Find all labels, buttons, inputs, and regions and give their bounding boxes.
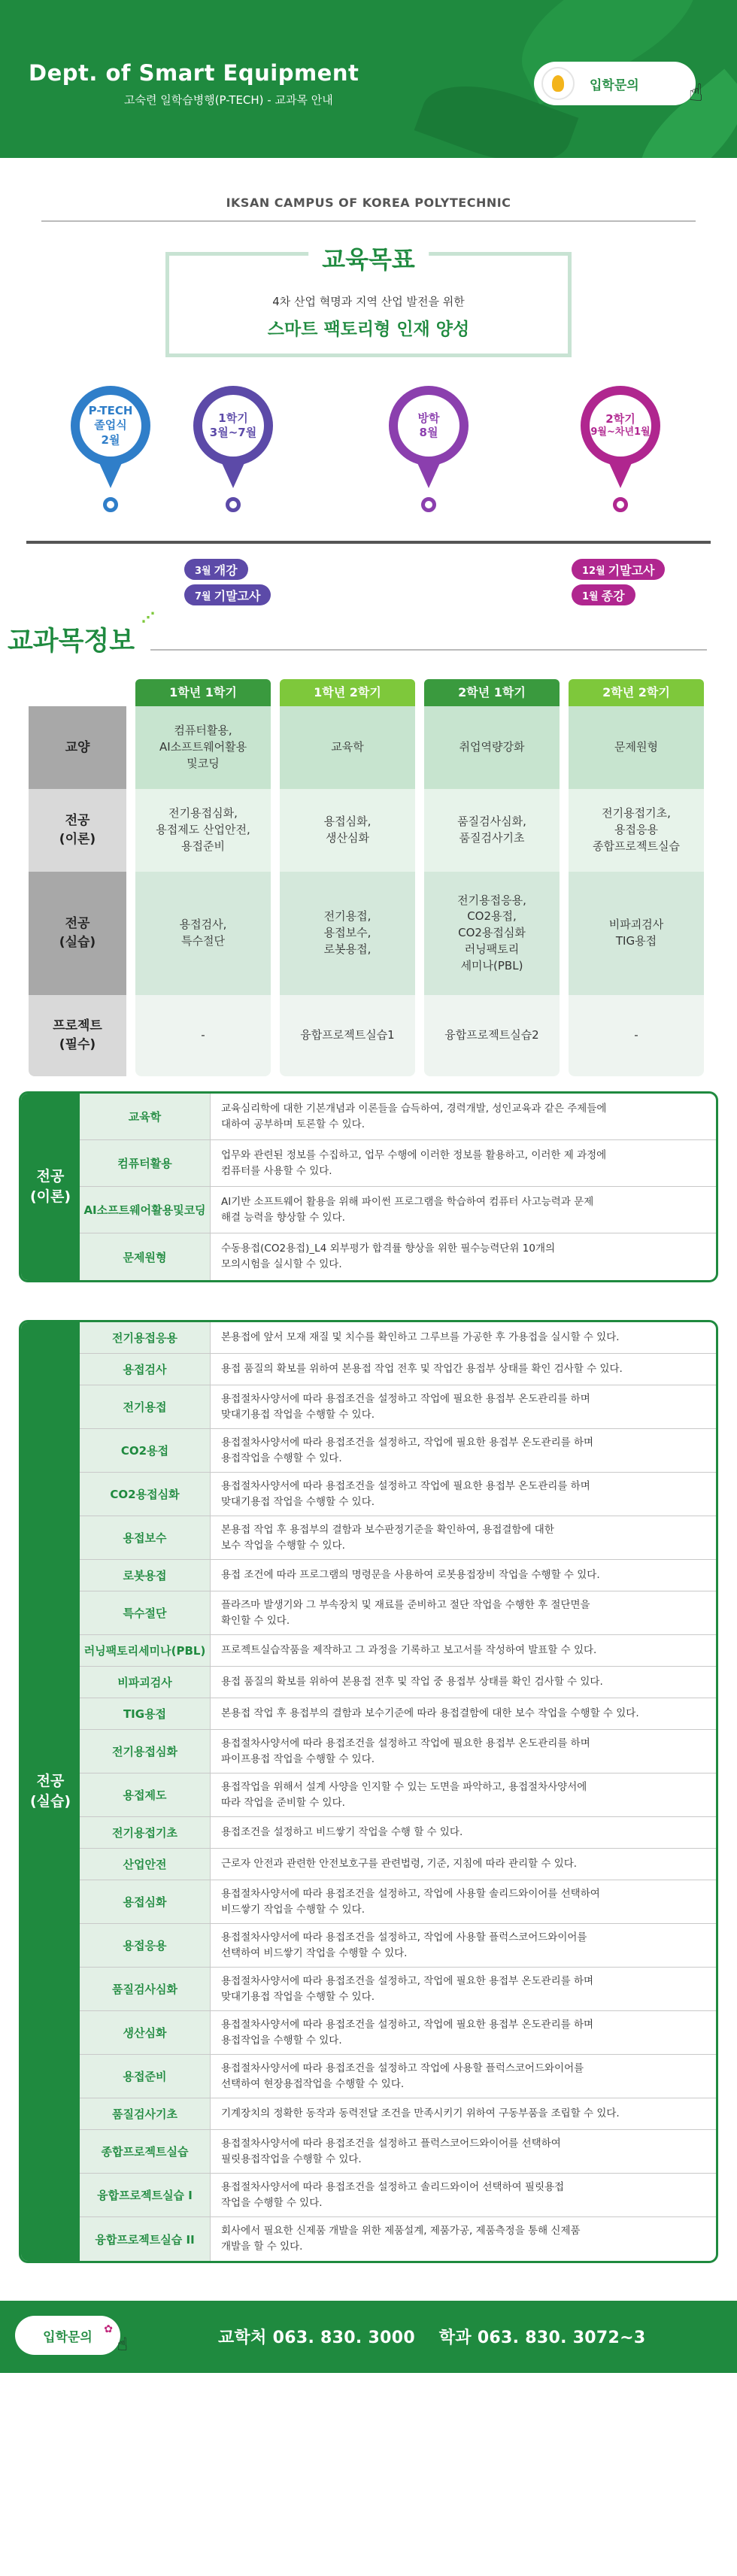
course-row — [80, 1187, 716, 1233]
timeline-pin-vacation — [386, 386, 472, 512]
timeline-pin-semester-2 — [578, 386, 663, 512]
course-description: 용접절차사양서에 따라 용접조건을 설정하고 솔리드와이어 선택하여 필릿용접 작업을 수행할 수 있다. — [221, 2180, 565, 2209]
goal-line-1: 4차 산업 혁명과 지역 산업 발전을 위한 — [272, 295, 465, 308]
pin-label: 졸업식 — [94, 418, 127, 432]
course-row — [80, 1880, 716, 1924]
course-description: 용접절차사양서에 따라 용접조건을 설정하고, 작업에 사용할 솔리드와이어를 선택하여 비드쌓기 작업을 수행할 수 있다. — [221, 1887, 600, 1916]
pin-label: 1학기 — [218, 411, 248, 425]
course-row — [80, 1429, 716, 1473]
course-name: TIG용접 — [80, 1698, 211, 1729]
course-description: 용접절차사양서에 따라 용접조건을 설정하고, 작업에 필요한 용접부 온도관리를 하며 맞대기용접 작업을 수행할 수 있다. — [221, 1974, 594, 2003]
curriculum-cell: 전기용접심화, 용접제도 산업안전, 용접준비 — [135, 789, 271, 872]
course-description: 본용접 작업 후 용접부의 결함과 보수판정기준을 확인하여, 용접결함에 대한 보수 작업을 수행할 수 있다. — [221, 1523, 554, 1552]
course-name: 전기용접심화 — [80, 1730, 211, 1773]
pin-label: 2월 — [101, 432, 120, 447]
course-description: 본용접 작업 후 용접부의 결함과 보수기준에 따라 용접결함에 대한 보수 작업을 수행할 수 있다. — [221, 1707, 639, 1720]
course-name: 산업안전 — [80, 1849, 211, 1880]
pointer-hand-icon: ☝ — [688, 78, 703, 107]
pin-label: 방학 — [417, 411, 440, 425]
pin-label: 8월 — [419, 426, 438, 439]
course-description: AI기반 소프트웨어 활용을 위해 파이썬 프로그램을 학습하여 컴퓨터 사고능력과 문제 해결 능력을 향상할 수 있다. — [221, 1195, 594, 1224]
curriculum-cell: 전기용접기초, 용접응용 종합프로젝트실습 — [569, 789, 704, 872]
course-name: 용접응용 — [80, 1924, 211, 1967]
column-header: 2학년 2학기 — [569, 679, 704, 706]
course-name: 용접보수 — [80, 1516, 211, 1559]
schedule-tag: 1월 종강 — [572, 584, 635, 605]
course-name: 품질검사심화 — [80, 1968, 211, 2010]
course-name: 로봇용접 — [80, 1560, 211, 1591]
course-row — [80, 1385, 716, 1429]
course-description: 용접 조건에 따라 프로그램의 명령문을 사용하여 로봇용접장비 작업을 수행할 수 있다. — [221, 1569, 600, 1582]
course-description: 용접절차사양서에 따라 용접조건을 설정하고 플럭스코어드와이어를 선택하여 필릿용접작업을 수행할 수 있다. — [221, 2137, 561, 2165]
course-row — [80, 1698, 716, 1730]
course-description: 교육심리학에 대한 기본개념과 이론들을 습득하여, 경력개발, 성인교육과 같은 주제들에 대하여 공부하며 토론할 수 있다. — [221, 1102, 607, 1130]
timeline-dot — [421, 497, 436, 512]
education-goal-box — [165, 245, 572, 357]
course-name: CO2용접 — [80, 1429, 211, 1472]
course-row — [80, 1924, 716, 1968]
campus-name: IKSAN CAMPUS OF KOREA POLYTECHNIC — [226, 196, 511, 210]
course-description: 플라즈마 발생기와 그 부속장치 및 재료를 준비하고 절단 작업을 수행한 후 절단면을 확인할 수 있다. — [221, 1598, 590, 1627]
course-name: 비파괴검사 — [80, 1667, 211, 1698]
course-row — [80, 1094, 716, 1140]
column-header: 1학년 1학기 — [135, 679, 271, 706]
course-row — [80, 1233, 716, 1280]
timeline-pin-semester-1 — [190, 386, 276, 512]
course-row — [80, 1560, 716, 1591]
course-description: 수동용접(CO2용접)_L4 외부평가 합격률 향상을 위한 필수능력단위 10개의 모의시험을 실시할 수 있다. — [221, 1242, 556, 1270]
curriculum-cell: 융합프로젝트실습2 — [424, 995, 560, 1076]
curriculum-cell: 문제원형 — [569, 706, 704, 789]
course-name: 전기용접응용 — [80, 1322, 211, 1353]
course-row — [80, 1591, 716, 1635]
row-header: 프로젝트 (필수) — [29, 995, 126, 1076]
curriculum-cell: 교육학 — [280, 706, 415, 789]
practice-course-table — [19, 1320, 718, 2263]
course-name: 러닝팩토리세미나(PBL) — [80, 1635, 211, 1666]
curriculum-cell: 컴퓨터활용, AI소프트웨어활용 및코딩 — [135, 706, 271, 789]
schedule-tag: 3월 개강 — [184, 559, 248, 580]
curriculum-cell: - — [135, 995, 271, 1076]
goal-line-2: 스마트 팩토리형 인재 양성 — [267, 320, 470, 339]
course-name: 컴퓨터활용 — [80, 1140, 211, 1186]
schedule-tag: 12월 기말고사 — [572, 559, 665, 580]
pointer-hand-icon: ☝ — [117, 2334, 128, 2355]
pin-label: P-TECH — [88, 403, 133, 417]
enroll-inquiry-button[interactable] — [534, 62, 703, 107]
pin-label: 2학기 — [605, 411, 635, 426]
course-row — [80, 1473, 716, 1516]
timeline-dot — [103, 497, 118, 512]
curriculum-cell: - — [569, 995, 704, 1076]
goal-title: 교육목표 — [308, 241, 429, 275]
enroll-inquiry-label: 입학문의 — [590, 77, 639, 93]
course-row — [80, 2098, 716, 2130]
timeline-dot — [226, 497, 241, 512]
flower-icon: ✿ — [104, 2323, 113, 2335]
course-name: 교육학 — [80, 1094, 211, 1139]
curriculum-section-heading — [0, 610, 737, 666]
curriculum-cell: 융합프로젝트실습1 — [280, 995, 415, 1076]
department-title: Dept. of Smart Equipment — [29, 60, 359, 86]
timeline-bar — [26, 541, 711, 544]
course-row — [80, 1730, 716, 1773]
course-description: 용접 품질의 확보를 위하여 본용접 전후 및 작업 중 용접부 상태를 확인 검사할 수 있다. — [221, 1676, 603, 1689]
curriculum-cell: 품질검사심화, 품질검사기초 — [424, 789, 560, 872]
course-name: 전기용접 — [80, 1385, 211, 1428]
course-description: 용접절차사양서에 따라 용접조건을 설정하고, 작업에 사용할 플럭스코어드와이어를 선택하여 비드쌓기 작업을 수행할 수 있다. — [221, 1931, 587, 1959]
department-subtitle: 고숙련 일학습병행(P-TECH) - 교과목 안내 — [124, 93, 333, 107]
course-description: 프로젝트실습작품을 제작하고 그 과정을 기록하고 보고서를 작성하여 발표할 수 있다. — [221, 1644, 597, 1657]
course-description: 용접절차사양서에 따라 용접조건을 설정하고 작업에 사용할 플럭스코어드와이어를 선택하여 현장용접작업을 수행할 수 있다. — [221, 2062, 584, 2090]
divider — [150, 649, 707, 651]
course-row — [80, 2011, 716, 2055]
course-description: 기계장치의 정확한 동작과 동력전달 조건을 만족시키기 위하여 구동부품을 조립할 수 있다. — [221, 2107, 620, 2120]
divider — [41, 220, 696, 222]
course-row — [80, 1667, 716, 1698]
course-row — [80, 1968, 716, 2011]
course-row — [80, 1773, 716, 1817]
course-row — [80, 1322, 716, 1354]
row-header: 전공 (실습) — [29, 872, 126, 995]
course-row — [80, 2174, 716, 2217]
course-row — [80, 2055, 716, 2098]
curriculum-cell: 용접검사, 특수절단 — [135, 872, 271, 995]
course-row — [80, 1849, 716, 1880]
course-name: 생산심화 — [80, 2011, 211, 2054]
course-name: 융합프로젝트실습 II — [80, 2217, 211, 2261]
curriculum-cell: 용접심화, 생산심화 — [280, 789, 415, 872]
header-banner — [0, 0, 737, 158]
course-name: CO2용접심화 — [80, 1473, 211, 1516]
row-header: 전공 (이론) — [29, 789, 126, 872]
table-category-label: 전공 (이론) — [21, 1094, 80, 1280]
footer-bar — [0, 2301, 737, 2373]
timeline-dot — [613, 497, 628, 512]
course-row — [80, 2217, 716, 2261]
course-name: 용접검사 — [80, 1354, 211, 1385]
schedule-tag: 7월 기말고사 — [184, 584, 271, 605]
pin-label: 9월~차년1월 — [590, 426, 651, 438]
course-name: 용접준비 — [80, 2055, 211, 2098]
table-category-label: 전공 (실습) — [21, 1322, 80, 2261]
course-name: 용접제도 — [80, 1773, 211, 1816]
course-description: 용접절차사양서에 따라 용접조건을 설정하고, 작업에 필요한 용접부 온도관리를 하며 용접작업을 수행할 수 있다. — [221, 1436, 594, 1464]
academic-timeline — [0, 372, 737, 605]
course-name: 특수절단 — [80, 1591, 211, 1634]
course-row — [80, 1354, 716, 1385]
course-row — [80, 2130, 716, 2174]
curriculum-cell: 전기용접, 용접보수, 로봇용접, — [280, 872, 415, 995]
course-description: 용접작업을 위해서 설계 사양을 인지할 수 있는 도면을 파악하고, 용접절차사양서에 따라 작업을 준비할 수 있다. — [221, 1780, 587, 1809]
section-title: 교과목정보 — [8, 627, 135, 657]
course-name: 용접심화 — [80, 1880, 211, 1923]
course-description: 용접절차사양서에 따라 용접조건을 설정하고 작업에 필요한 용접부 온도관리를 하며 맞대기용접 작업을 수행할 수 있다. — [221, 1479, 590, 1508]
course-row — [80, 1140, 716, 1187]
curriculum-cell: 전기용접응용, CO2용접, CO2용접심화 러닝팩토리 세미나(PBL) — [424, 872, 560, 995]
contact-phone-numbers: 교학처 063. 830. 3000 학과 063. 830. 3072~3 — [218, 2329, 646, 2347]
course-name: AI소프트웨어활용및코딩 — [80, 1187, 211, 1233]
theory-course-table — [19, 1091, 718, 1282]
spark-icon: ⋰ — [141, 610, 155, 626]
course-description: 용접절차사양서에 따라 용접조건을 설정하고 작업에 필요한 용접부 온도관리를 하며 파이프용접 작업을 수행할 수 있다. — [221, 1737, 590, 1765]
footer-enroll-inquiry-button[interactable] — [15, 2316, 128, 2355]
column-header: 1학년 2학기 — [280, 679, 415, 706]
course-description: 용접조건을 설정하고 비드쌓기 작업을 수행 할 수 있다. — [221, 1826, 463, 1839]
timeline-pin-graduation — [68, 386, 153, 512]
course-name: 문제원형 — [80, 1233, 211, 1280]
curriculum-cell: 취업역량강화 — [424, 706, 560, 789]
course-row — [80, 1635, 716, 1667]
pin-label: 3월~7월 — [209, 426, 257, 439]
course-description: 용접 품질의 확보를 위하여 본용접 작업 전후 및 작업간 용접부 상태를 확인 검사할 수 있다. — [221, 1363, 623, 1376]
polytechnic-logo-icon — [541, 67, 575, 100]
column-header: 2학년 1학기 — [424, 679, 560, 706]
footer-enroll-label: 입학문의 — [43, 2329, 93, 2345]
course-name: 종합프로젝트실습 — [80, 2130, 211, 2173]
course-description: 용접절차사양서에 따라 용접조건을 설정하고 작업에 필요한 용접부 온도관리를 하며 맞대기용접 작업을 수행할 수 있다. — [221, 1392, 590, 1421]
course-row — [80, 1516, 716, 1560]
curriculum-grid — [0, 679, 737, 1085]
course-description: 업무와 관련된 정보를 수집하고, 업무 수행에 이러한 정보를 활용하고, 이러한 제 과정에 컴퓨터를 사용할 수 있다. — [221, 1148, 607, 1177]
row-header: 교양 — [29, 706, 126, 789]
curriculum-cell: 비파괴검사 TIG용접 — [569, 872, 704, 995]
course-name: 융합프로젝트실습 I — [80, 2174, 211, 2216]
course-name: 품질검사기초 — [80, 2098, 211, 2129]
course-description: 본용접에 앞서 모재 재질 및 치수를 확인하고 그루브를 가공한 후 가용접을 실시할 수 있다. — [221, 1331, 620, 1344]
course-description: 회사에서 필요한 신제품 개발을 위한 제품설계, 제품가공, 제품측정을 통해 신제품 개발을 할 수 있다. — [221, 2225, 581, 2253]
course-row — [80, 1817, 716, 1849]
course-description: 용접절차사양서에 따라 용접조건을 설정하고, 작업에 필요한 용접부 온도관리를 하며 용접작업을 수행할 수 있다. — [221, 2018, 594, 2047]
course-description: 근로자 안전과 관련한 안전보호구를 관련법령, 기준, 지침에 따라 관리할 수 있다. — [221, 1858, 578, 1871]
course-name: 전기용접기초 — [80, 1817, 211, 1848]
